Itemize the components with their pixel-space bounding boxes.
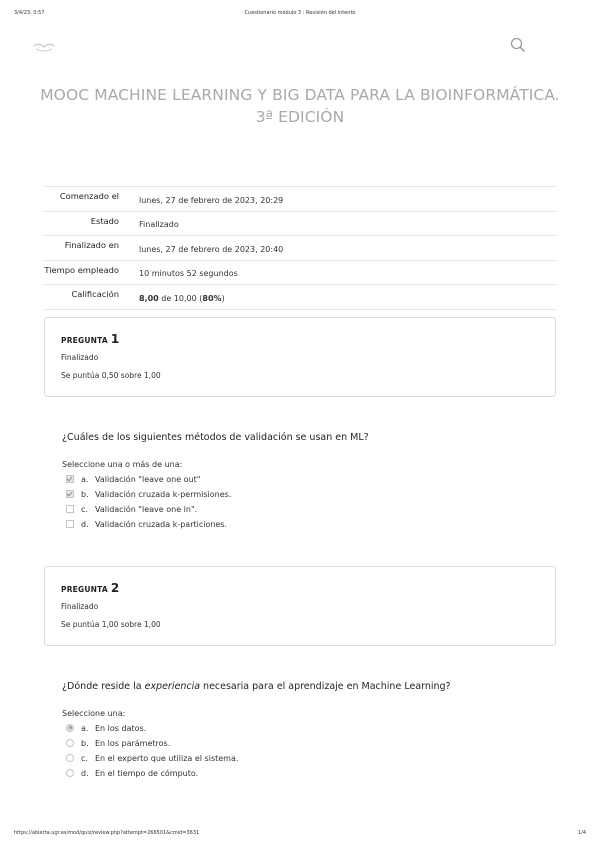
question-state: Finalizado xyxy=(61,602,99,611)
answer-letter: b. xyxy=(81,739,89,748)
answer-text: En los parámetros. xyxy=(95,739,171,748)
summary-row-finished xyxy=(44,236,557,261)
checkbox[interactable] xyxy=(66,490,74,498)
grade-end: ) xyxy=(221,293,225,303)
summary-label: Tiempo empleado xyxy=(44,264,119,275)
summary-value: Finalizado xyxy=(139,220,179,230)
answer-letter: c. xyxy=(81,505,88,514)
question-info-2 xyxy=(44,566,556,646)
summary-value: 10 minutos 52 segundos xyxy=(139,269,238,279)
summary-row-grade xyxy=(44,285,557,310)
logo-icon[interactable] xyxy=(33,38,55,52)
question-number-value: 2 xyxy=(110,581,120,595)
summary-row-started xyxy=(44,187,557,212)
answer-text: Validación cruzada k-particiones. xyxy=(95,520,228,529)
print-page-title: Cuestionario módulo 3 : Revisión del intento xyxy=(244,10,356,16)
answer-text: Validación "leave one in". xyxy=(95,505,198,514)
summary-label: Comenzado el xyxy=(59,191,119,201)
radio-button[interactable] xyxy=(66,724,74,732)
answer-text: Validación "leave one out" xyxy=(95,475,201,484)
grade-percent: 80% xyxy=(202,293,222,303)
answer-text: En los datos. xyxy=(95,724,147,733)
question-number xyxy=(61,581,119,595)
question-label: PREGUNTA xyxy=(61,585,108,594)
radio-button[interactable] xyxy=(66,769,74,777)
print-header xyxy=(0,0,600,20)
attempt-summary-table xyxy=(44,186,557,310)
checkbox[interactable] xyxy=(66,520,74,528)
question-text-part: necesaria para el aprendizaje en Machine Learning? xyxy=(200,681,451,692)
answer-option[interactable] xyxy=(66,738,170,750)
print-url: https://abierta.ugr.es/mod/quiz/review.php?attempt=266501&cmid=3631 xyxy=(14,830,200,836)
summary-value xyxy=(139,285,557,310)
answer-option[interactable] xyxy=(66,474,200,486)
print-page-number: 1/4 xyxy=(577,830,586,836)
summary-row-time-taken xyxy=(44,260,557,285)
answer-option[interactable] xyxy=(66,519,227,531)
radio-button[interactable] xyxy=(66,739,74,747)
question-prompt: Seleccione una o más de una: xyxy=(62,460,183,469)
question-text-part: ¿Dónde reside la xyxy=(62,681,145,692)
checkbox[interactable] xyxy=(66,475,74,483)
course-title: MOOC MACHINE LEARNING Y BIG DATA PARA LA BIOINFORMÁTICA. 3ª EDICIÓN xyxy=(40,86,560,126)
question-state: Finalizado xyxy=(61,353,99,362)
summary-label: Finalizado en xyxy=(64,240,119,250)
question-text xyxy=(62,681,451,692)
summary-value: lunes, 27 de febrero de 2023, 20:40 xyxy=(139,244,284,254)
question-number xyxy=(61,332,119,346)
answer-text: En el experto que utiliza el sistema. xyxy=(95,754,239,763)
summary-row-state xyxy=(44,211,557,236)
print-date: 3/4/23, 0:57 xyxy=(14,10,45,16)
answer-option[interactable] xyxy=(66,489,231,501)
answer-text: Validación cruzada k-permisiones. xyxy=(95,490,232,499)
grade-score: 8,00 xyxy=(139,293,159,303)
question-grade: Se puntúa 1,00 sobre 1,00 xyxy=(61,620,161,629)
answer-letter: d. xyxy=(81,520,89,529)
checkbox[interactable] xyxy=(66,505,74,513)
answer-text: En el tiempo de cómputo. xyxy=(95,769,199,778)
grade-mid: de 10,00 ( xyxy=(158,293,203,303)
answer-letter: a. xyxy=(81,475,89,484)
question-prompt: Seleccione una: xyxy=(62,709,126,718)
question-number-value: 1 xyxy=(110,332,120,346)
question-text-emphasis: experiencia xyxy=(144,681,201,692)
question-text: ¿Cuáles de los siguientes métodos de validación se usan en ML? xyxy=(62,432,369,443)
answer-option[interactable] xyxy=(66,753,238,765)
answer-option[interactable] xyxy=(66,504,197,516)
question-info-1 xyxy=(44,317,556,397)
question-grade: Se puntúa 0,50 sobre 1,00 xyxy=(61,371,161,380)
summary-label: Calificación xyxy=(71,289,119,299)
answer-option[interactable] xyxy=(66,723,146,735)
answer-letter: b. xyxy=(81,490,89,499)
answer-letter: a. xyxy=(81,724,89,733)
summary-value: lunes, 27 de febrero de 2023, 20:29 xyxy=(139,195,284,205)
answer-letter: c. xyxy=(81,754,88,763)
summary-label: Estado xyxy=(90,215,119,226)
search-icon[interactable] xyxy=(510,37,526,53)
radio-button[interactable] xyxy=(66,754,74,762)
answer-option[interactable] xyxy=(66,768,198,780)
answer-letter: d. xyxy=(81,769,89,778)
question-label: PREGUNTA xyxy=(61,336,108,345)
